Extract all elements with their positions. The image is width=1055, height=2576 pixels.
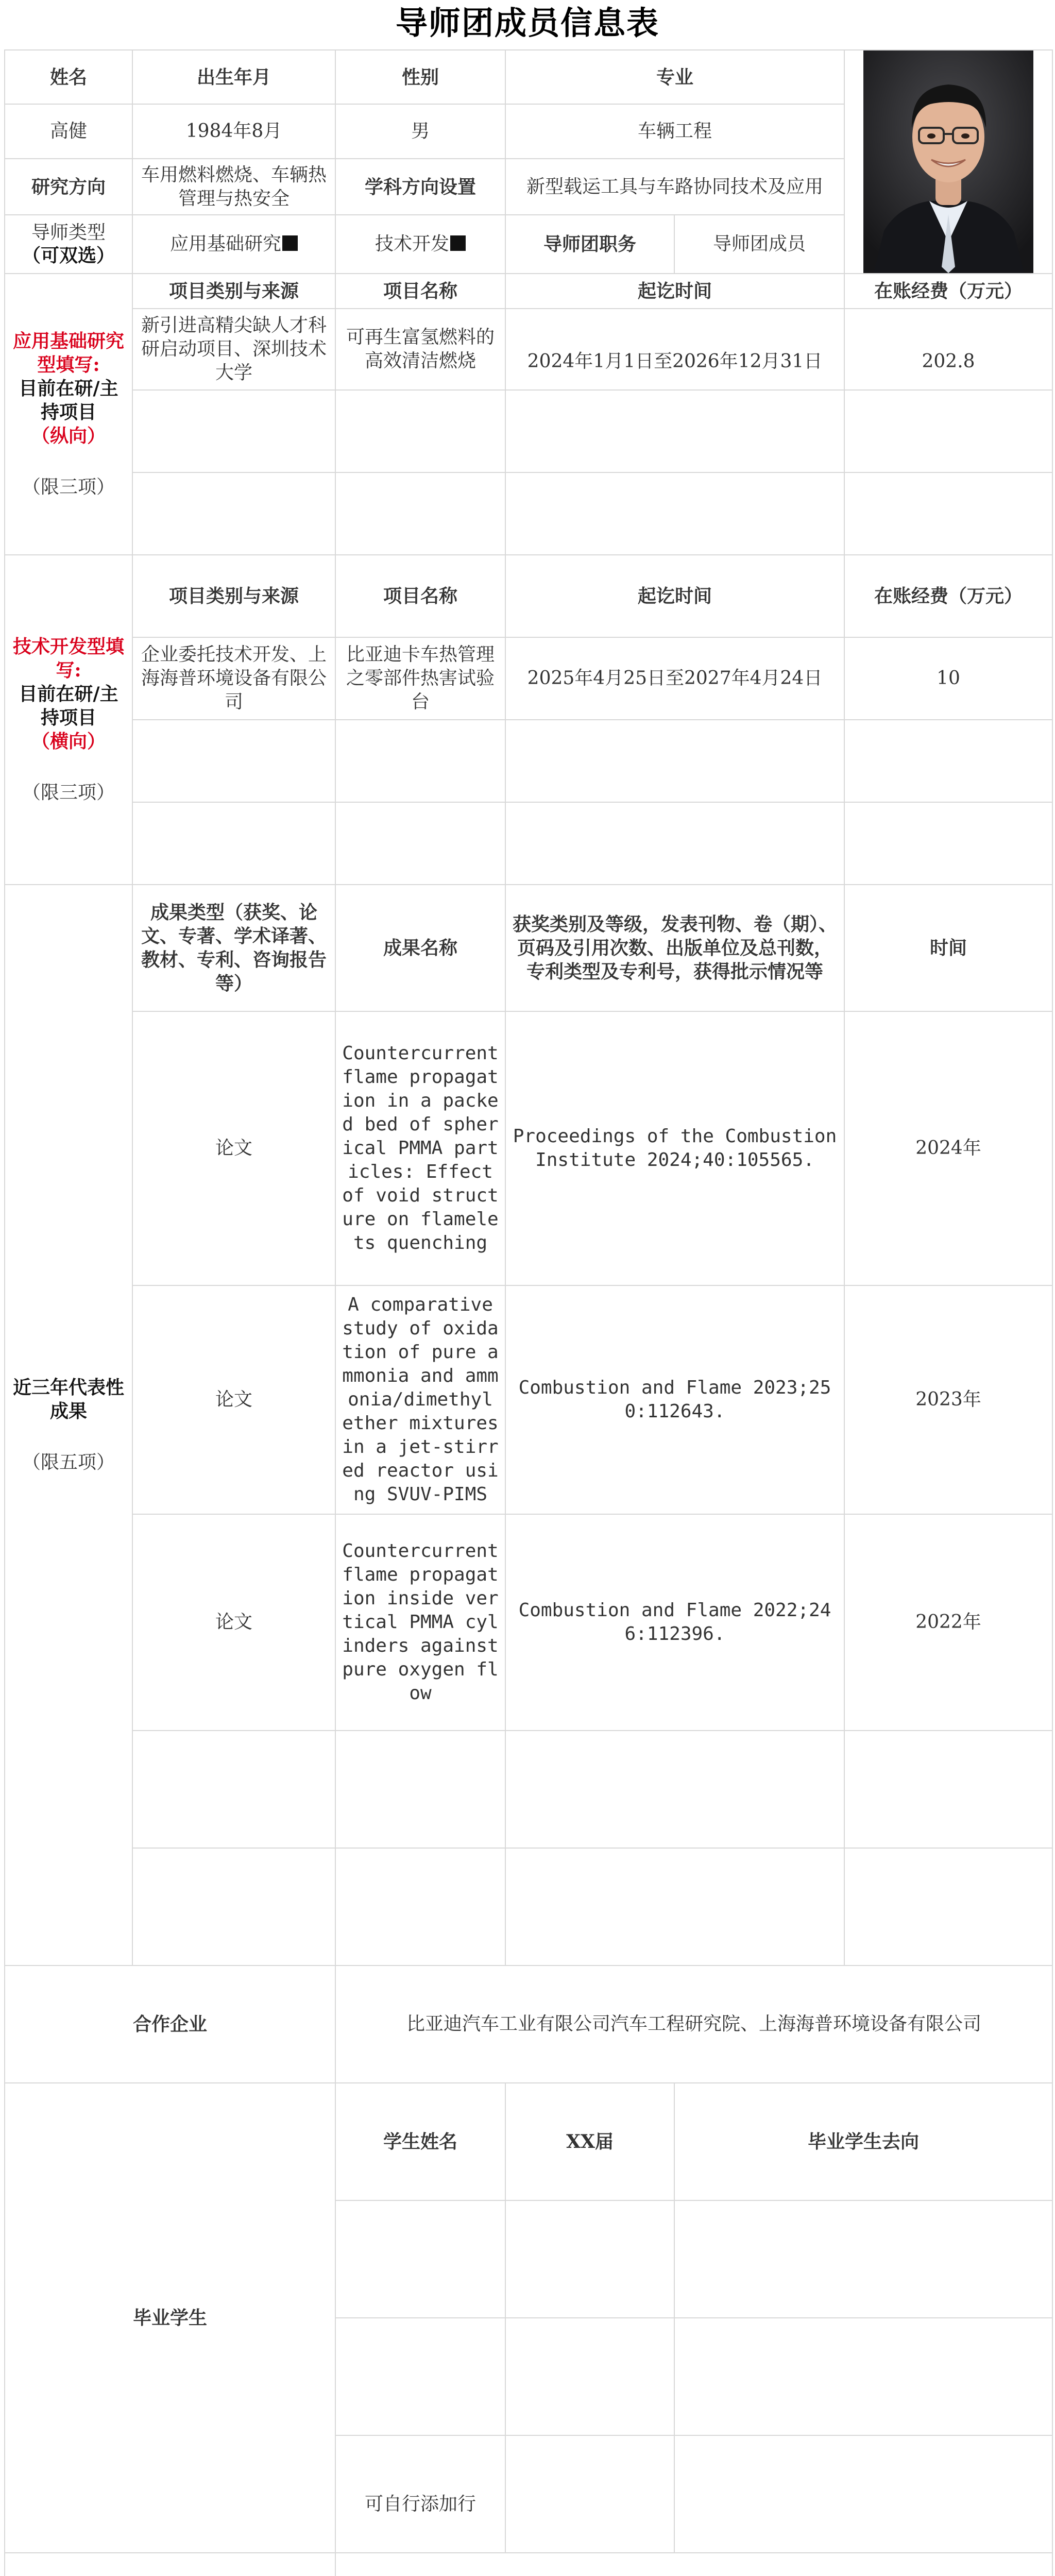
grad-row2-class[interactable]: [505, 2318, 674, 2435]
tech-row2-period[interactable]: [505, 720, 844, 802]
ach-col-time: 时间: [844, 885, 1052, 1011]
tech-row3-period[interactable]: [505, 802, 844, 885]
tech-row1-period: 2025年4月25日至2027年4月24日: [505, 637, 844, 720]
tech-col-source: 项目类别与来源: [132, 555, 335, 637]
basic-row2-source[interactable]: [132, 390, 335, 472]
achievements-limit: （限五项）: [22, 1452, 115, 1473]
cooperation-value: 比亚迪汽车工业有限公司汽车工程研究院、上海海普环境设备有限公司: [335, 1965, 1052, 2083]
ach-row4-type[interactable]: [132, 1731, 335, 1848]
basic-research-vertical-tag: （纵向）: [31, 425, 106, 447]
tech-row1-name: 比亚迪卡车热管理之零部件热害试验台: [335, 637, 505, 720]
option-tech-label: 技术开发: [375, 233, 449, 255]
ach-col-name: 成果名称: [335, 885, 505, 1011]
table-row: [5, 1285, 1052, 1514]
basic-row2-name[interactable]: [335, 390, 505, 472]
achievements-section-label: [5, 885, 132, 1965]
mentor-type-option-tech[interactable]: [335, 215, 505, 274]
basic-row1-funds: 202.8: [844, 309, 1052, 390]
grad-col-name: 学生姓名: [335, 2083, 505, 2200]
tech-row2-source[interactable]: [132, 720, 335, 802]
ach-row1-type: 论文: [132, 1011, 335, 1285]
grad-row3-class[interactable]: [505, 2435, 674, 2553]
ach-row1-detail: Proceedings of the Combustion Institute 2024;40:105565.: [505, 1011, 844, 1285]
ach-row2-name: A comparative study of oxidation of pure ammonia and ammonia/dimethyl ether mixtures in a jet-stirred reactor using SVUV-PIMS: [335, 1285, 505, 1514]
checkbox-checked-icon[interactable]: [282, 235, 298, 251]
birth-label: 出生年月: [132, 50, 335, 104]
gender-value: 男: [335, 104, 505, 158]
ach-row4-time[interactable]: [844, 1731, 1052, 1848]
ach-row3-detail: Combustion and Flame 2022;246:112396.: [505, 1514, 844, 1731]
basic-col-source: 项目类别与来源: [132, 274, 335, 309]
table-row: [5, 802, 1052, 885]
gender-label: 性别: [335, 50, 505, 104]
mentor-type-label-line2: （可双选）: [22, 245, 115, 267]
tech-row1-funds: 10: [844, 637, 1052, 720]
basic-research-subtitle: 目前在研/主持项目: [19, 378, 118, 423]
grad-col-destination: 毕业学生去向: [674, 2083, 1052, 2200]
checkbox-checked-icon[interactable]: [450, 235, 466, 251]
grad-row1-destination[interactable]: [674, 2200, 1052, 2318]
basic-row2-period[interactable]: [505, 390, 844, 472]
basic-row3-name[interactable]: [335, 472, 505, 555]
discipline-label: 学科方向设置: [335, 159, 505, 215]
table-row: [5, 1514, 1052, 1731]
name-label: 姓名: [5, 50, 132, 104]
ach-row4-detail[interactable]: [505, 1731, 844, 1848]
research-value: 车用燃料燃烧、车辆热管理与热安全: [132, 159, 335, 215]
name-value: 高健: [5, 104, 132, 158]
ach-row2-type: 论文: [132, 1285, 335, 1514]
tech-row1-source: 企业委托技术开发、上海海普环境设备有限公司: [132, 637, 335, 720]
tech-dev-subtitle: 目前在研/主持项目: [19, 683, 118, 728]
ach-row5-detail[interactable]: [505, 1848, 844, 1965]
tech-row2-name[interactable]: [335, 720, 505, 802]
basic-research-section-label: [5, 274, 132, 555]
table-row: [5, 720, 1052, 802]
ach-row5-name[interactable]: [335, 1848, 505, 1965]
table-row: [5, 309, 1052, 390]
mentor-type-label-line1: 导师类型: [31, 222, 106, 244]
requirements-label: [5, 2553, 335, 2576]
birth-value: 1984年8月: [132, 104, 335, 158]
tech-dev-horizontal-tag: （横向）: [31, 731, 106, 752]
option-basic-label: 应用基础研究: [169, 233, 281, 255]
basic-col-period: 起讫时间: [505, 274, 844, 309]
member-photo: [863, 50, 1033, 273]
ach-row2-detail: Combustion and Flame 2023;250:112643.: [505, 1285, 844, 1514]
tech-row2-funds[interactable]: [844, 720, 1052, 802]
basic-col-funds: 在账经费（万元）: [844, 274, 1052, 309]
requirements-value: [335, 2553, 1052, 2576]
ach-row1-time: 2024年: [844, 1011, 1052, 1285]
ach-col-detail: 获奖类别及等级，发表刊物、卷（期）、页码及引用次数、出版单位及总刊数，专利类型及专利号，获得批示情况等: [505, 885, 844, 1011]
tech-dev-title: 技术开发型填写:: [12, 636, 124, 681]
cooperation-label: 合作企业: [5, 1965, 335, 2083]
discipline-value: 新型载运工具与车路协同技术及应用: [505, 159, 844, 215]
basic-research-title: 应用基础研究型填写:: [12, 330, 124, 376]
ach-col-type: 成果类型（获奖、论文、专著、学术译著、教材、专利、咨询报告等）: [132, 885, 335, 1011]
basic-row1-name: 可再生富氢燃料的高效清洁燃烧: [335, 309, 505, 390]
tech-row3-name[interactable]: [335, 802, 505, 885]
ach-row5-type[interactable]: [132, 1848, 335, 1965]
table-row: [5, 1731, 1052, 1848]
basic-row3-period[interactable]: [505, 472, 844, 555]
ach-row3-name: Countercurrent flame propagation inside vertical PMMA cylinders against pure oxygen flow: [335, 1514, 505, 1731]
tech-col-period: 起讫时间: [505, 555, 844, 637]
basic-col-name: 项目名称: [335, 274, 505, 309]
ach-row3-time: 2022年: [844, 1514, 1052, 1731]
table-row: [5, 472, 1052, 555]
tech-col-name: 项目名称: [335, 555, 505, 637]
tech-dev-limit: （限三项）: [22, 782, 115, 803]
grad-row2-destination[interactable]: [674, 2318, 1052, 2435]
grad-col-class: XX届: [505, 2083, 674, 2200]
table-row: [5, 637, 1052, 720]
grad-row1-class[interactable]: [505, 2200, 674, 2318]
role-value[interactable]: 导师团成员: [674, 215, 844, 274]
photo-cell: [844, 50, 1052, 274]
basic-row3-source[interactable]: [132, 472, 335, 555]
mentor-type-label: [5, 215, 132, 274]
basic-research-limit: （限三项）: [22, 477, 115, 498]
major-value: 车辆工程: [505, 104, 844, 158]
grad-row2-name[interactable]: [335, 2318, 505, 2435]
basic-row1-period: 2024年1月1日至2026年12月31日: [505, 309, 844, 390]
mentor-type-option-basic[interactable]: [132, 215, 335, 274]
tech-row3-funds[interactable]: [844, 802, 1052, 885]
graduates-label: 毕业学生: [5, 2083, 335, 2553]
form-title: 导师团成员信息表: [395, 4, 659, 42]
basic-row3-funds[interactable]: [844, 472, 1052, 555]
table-row: [5, 1848, 1052, 1965]
research-label: 研究方向: [5, 159, 132, 215]
grad-row3-destination[interactable]: [674, 2435, 1052, 2553]
tech-dev-section-label: [5, 555, 132, 885]
add-row-hint[interactable]: 可自行添加行: [335, 2435, 505, 2553]
ach-row1-name: Countercurrent flame propagation in a packed bed of spherical PMMA particles: Effect of void structure on flamelets quenching: [335, 1011, 505, 1285]
ach-row2-time: 2023年: [844, 1285, 1052, 1514]
tech-row3-source[interactable]: [132, 802, 335, 885]
table-row: [5, 1011, 1052, 1285]
table-row: [5, 390, 1052, 472]
achievements-title: 近三年代表性成果: [12, 1377, 124, 1422]
grad-row1-name[interactable]: [335, 2200, 505, 2318]
ach-row4-name[interactable]: [335, 1731, 505, 1848]
portrait-image: [863, 50, 1033, 273]
tech-col-funds: 在账经费（万元）: [844, 555, 1052, 637]
major-label: 专业: [505, 50, 844, 104]
ach-row5-time[interactable]: [844, 1848, 1052, 1965]
role-label: 导师团职务: [505, 215, 674, 274]
basic-row2-funds[interactable]: [844, 390, 1052, 472]
member-info-table: [4, 49, 1053, 2576]
basic-row1-source: 新引进高精尖缺人才科研启动项目、深圳技术大学: [132, 309, 335, 390]
ach-row3-type: 论文: [132, 1514, 335, 1731]
